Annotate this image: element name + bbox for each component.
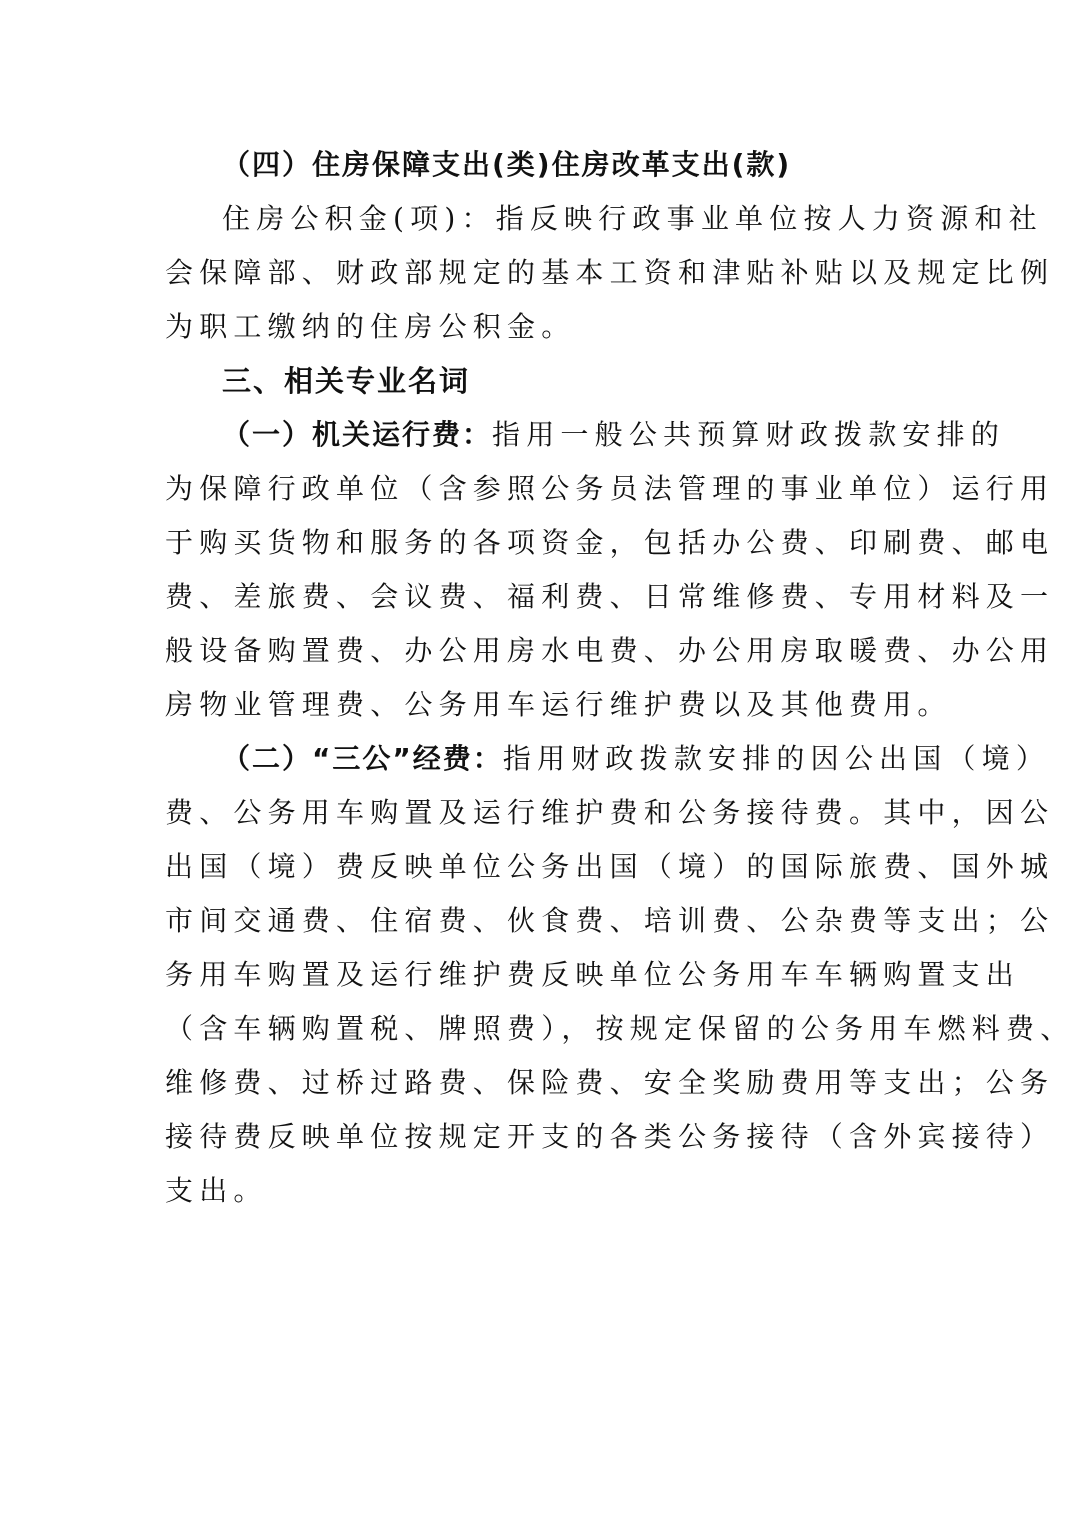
paragraph-line: （含车辆购置税、牌照费），按规定保留的公务用车燃料费、 xyxy=(165,1012,1074,1045)
paragraph-line: 务用车购置及运行维护费反映单位公务用车车辆购置支出 xyxy=(165,958,1021,991)
term-first-line xyxy=(222,732,1051,786)
term-label-three-public: （二）“三公”经费： xyxy=(222,742,503,775)
paragraph-line: 出国（境）费反映单位公务出国（境）的国际旅费、国外城 xyxy=(165,850,1055,883)
term-label-operating-cost: （一）机关运行费： xyxy=(222,418,493,451)
paragraph-line: 于购买货物和服务的各项资金，包括办公费、印刷费、邮电 xyxy=(165,526,1055,559)
paragraph-line: 般设备购置费、办公用房水电费、办公用房取暖费、办公用 xyxy=(165,634,1055,667)
part-heading-terms: 三、相关专业名词 xyxy=(222,364,471,398)
term-first-line xyxy=(222,408,1006,462)
paragraph-line: 为保障行政单位（含参照公务员法管理的事业单位）运行用 xyxy=(165,472,1055,505)
paragraph-line: 接待费反映单位按规定开支的各类公务接待（含外宾接待） xyxy=(165,1120,1055,1153)
paragraph-line: 支出。 xyxy=(165,1174,268,1207)
term-text: 指用财政拨款安排的因公出国（境） xyxy=(502,742,1051,775)
paragraph-line: 住房公积金(项)：指反映行政事业单位按人力资源和社 xyxy=(222,202,1043,235)
paragraph-line: 市间交通费、住宿费、伙食费、培训费、公杂费等支出；公 xyxy=(165,904,1055,937)
paragraph-line: 费、差旅费、会议费、福利费、日常维修费、专用材料及一 xyxy=(165,580,1055,613)
paragraph-line: 费、公务用车购置及运行维护费和公务接待费。其中，因公 xyxy=(165,796,1055,829)
paragraph-line: 会保障部、财政部规定的基本工资和津贴补贴以及规定比例 xyxy=(165,256,1055,289)
paragraph-line: 为职工缴纳的住房公积金。 xyxy=(165,310,576,343)
term-text: 指用一般公共预算财政拨款安排的 xyxy=(492,418,1006,451)
paragraph-line: 维修费、过桥过路费、保险费、安全奖励费用等支出；公务 xyxy=(165,1066,1055,1099)
section-heading-housing: （四）住房保障支出(类)住房改革支出(款) xyxy=(222,148,792,181)
paragraph-line: 房物业管理费、公务用车运行维护费以及其他费用。 xyxy=(165,688,952,721)
